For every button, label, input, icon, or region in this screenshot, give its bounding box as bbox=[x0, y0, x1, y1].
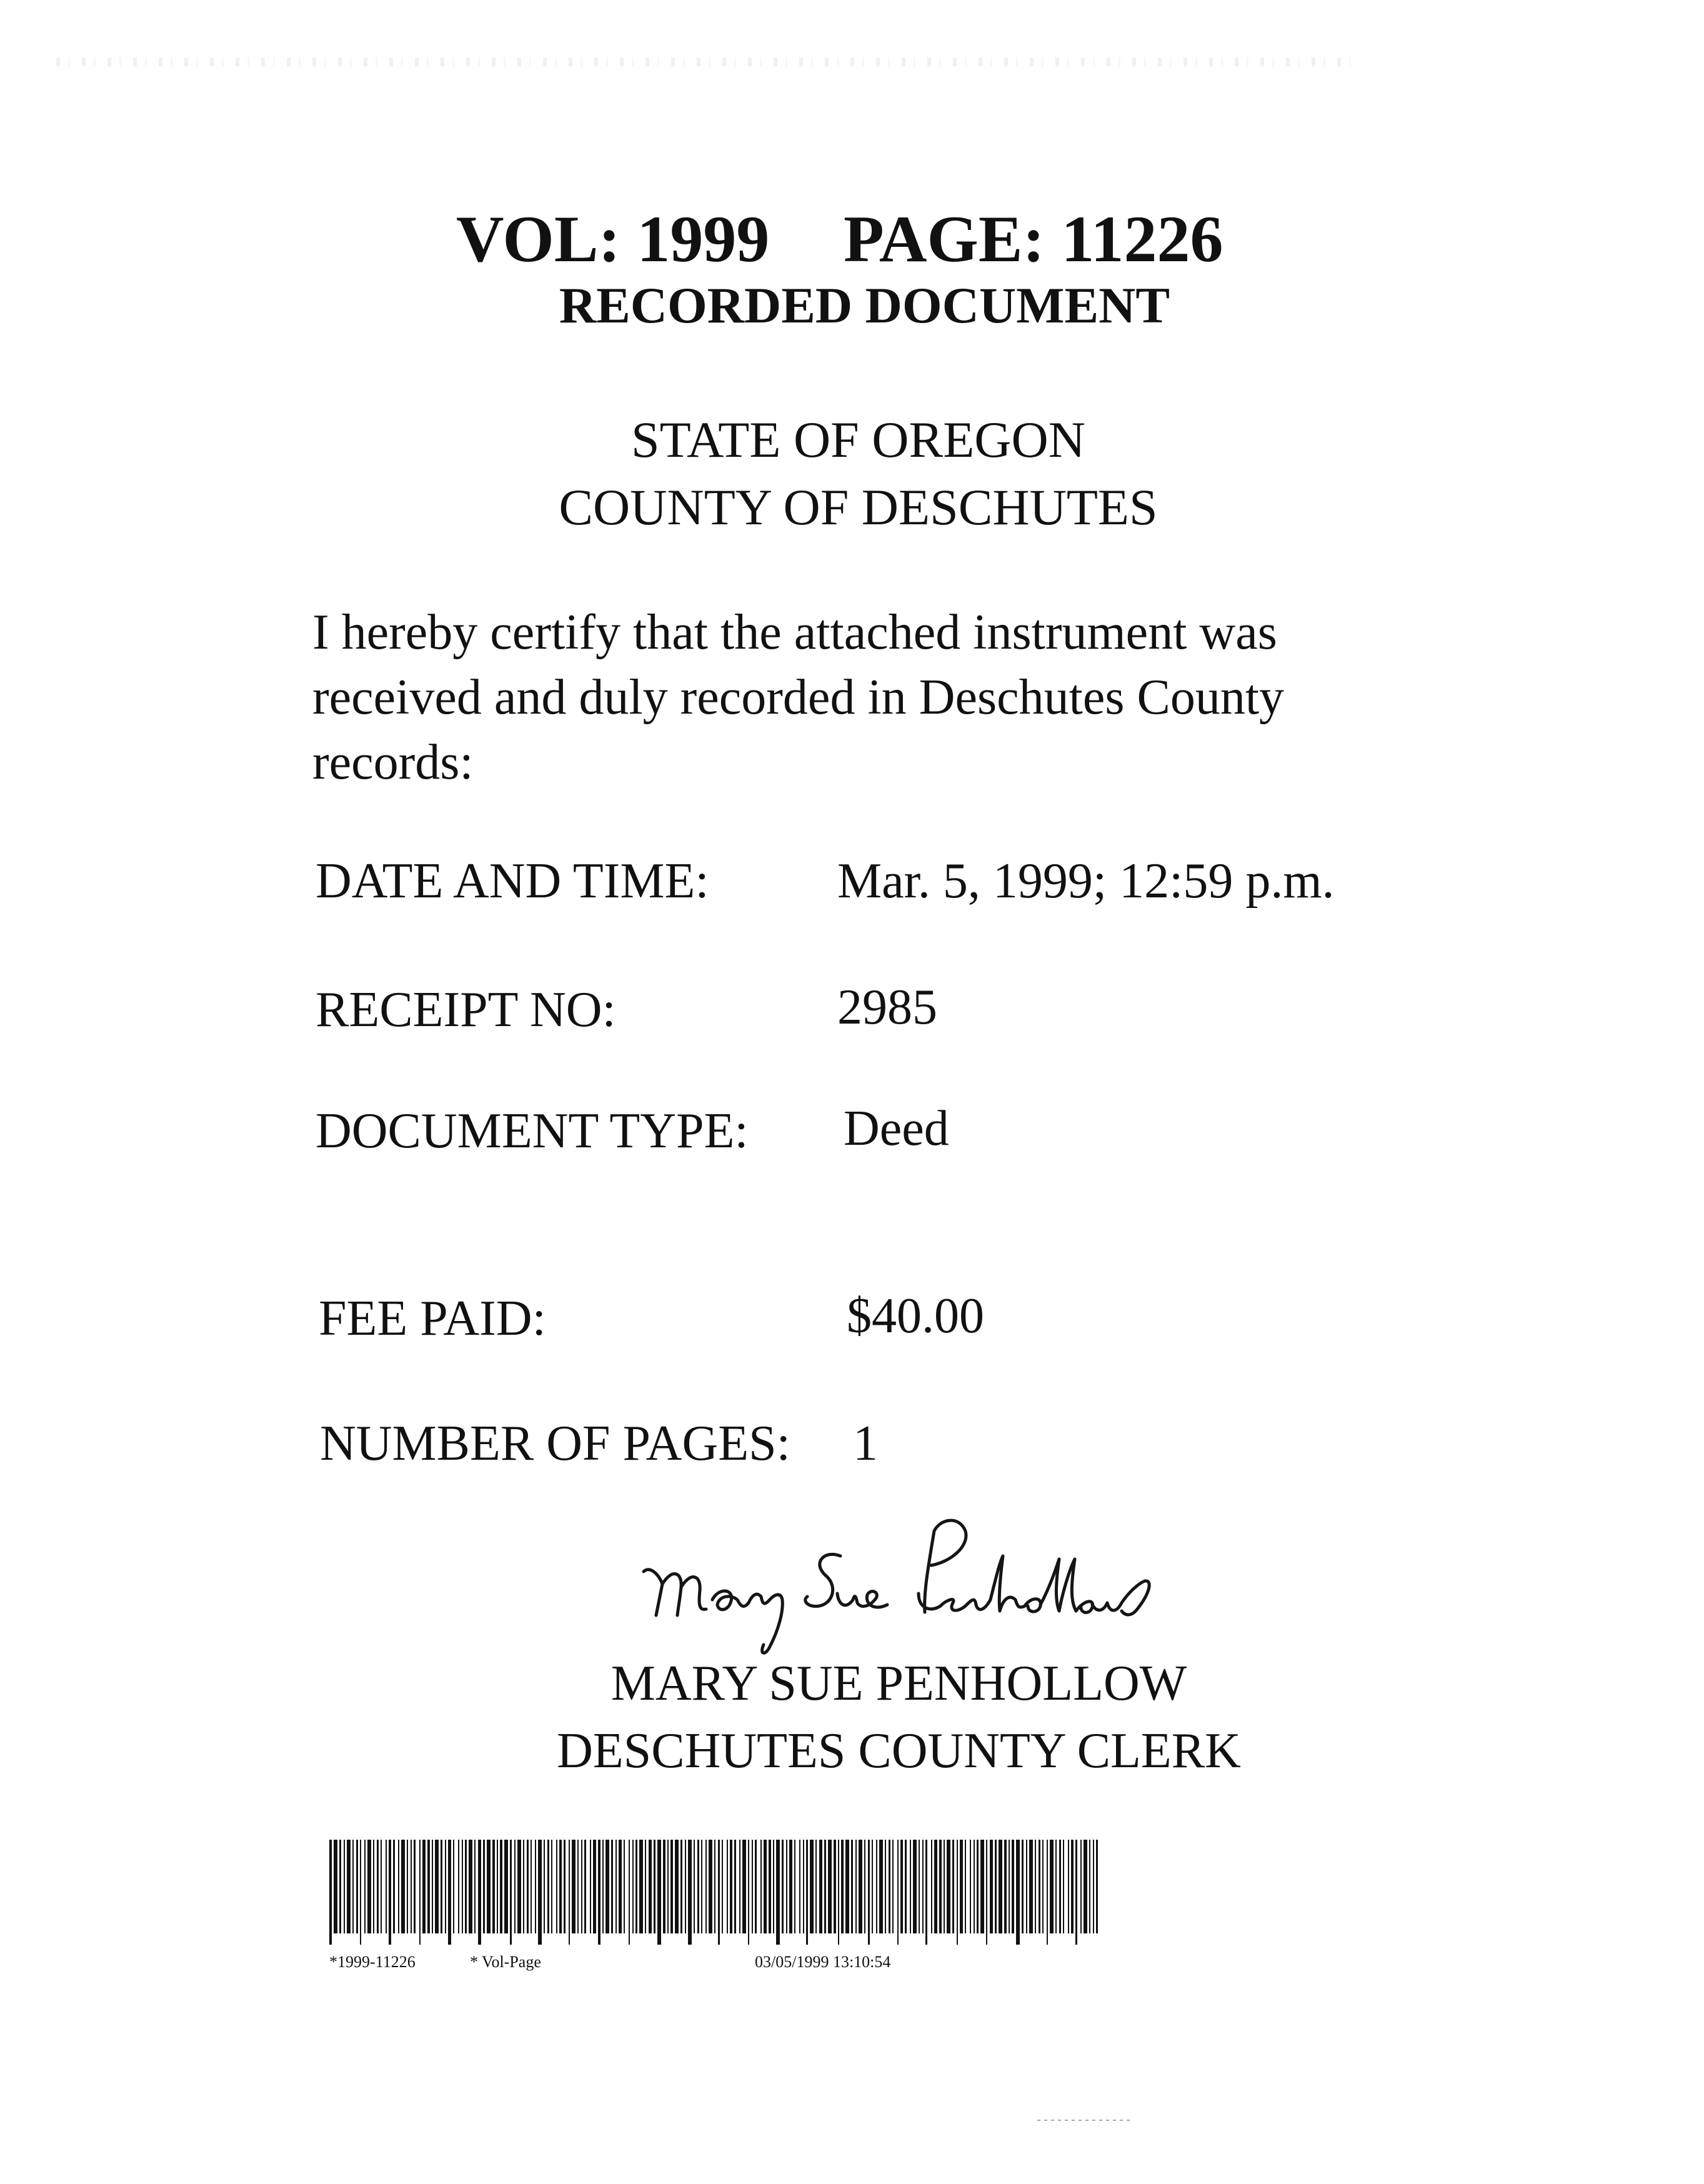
barcode-bar bbox=[667, 1840, 669, 1933]
barcode-bar bbox=[748, 1840, 749, 1945]
barcode-bar bbox=[527, 1840, 529, 1933]
barcode-bar bbox=[598, 1840, 600, 1945]
barcode-bar bbox=[504, 1840, 508, 1933]
barcode-bar bbox=[786, 1840, 787, 1933]
barcode-bar bbox=[564, 1840, 566, 1933]
barcode-bar bbox=[1029, 1840, 1033, 1933]
barcode-bar bbox=[694, 1840, 695, 1933]
barcode-bar bbox=[730, 1840, 732, 1933]
scan-artifact bbox=[56, 57, 1356, 66]
barcode-bar bbox=[760, 1840, 762, 1933]
barcode-bar bbox=[1047, 1840, 1048, 1945]
barcode-bar bbox=[414, 1840, 416, 1933]
barcode-bar bbox=[815, 1840, 817, 1933]
barcode-bar bbox=[1050, 1840, 1054, 1933]
barcode-bar bbox=[445, 1840, 446, 1933]
barcode-bar bbox=[1071, 1840, 1074, 1933]
barcode-bar bbox=[559, 1840, 562, 1933]
barcode-bar bbox=[897, 1840, 899, 1945]
barcode-bar bbox=[654, 1840, 655, 1933]
barcode-bar bbox=[1042, 1840, 1044, 1933]
barcode-bar bbox=[722, 1840, 723, 1933]
barcode-bar bbox=[670, 1840, 673, 1933]
barcode-bar bbox=[999, 1840, 1002, 1933]
barcode-bar bbox=[356, 1840, 358, 1933]
barcode-bar bbox=[474, 1840, 476, 1933]
barcode-bar bbox=[900, 1840, 903, 1933]
barcode-bar bbox=[970, 1840, 971, 1933]
barcode-bar bbox=[497, 1840, 498, 1933]
barcode-bar bbox=[939, 1840, 942, 1933]
barcode-bar bbox=[364, 1840, 366, 1933]
document-subtitle: RECORDED DOCUMENT bbox=[559, 277, 1170, 334]
barcode-bar bbox=[910, 1840, 911, 1933]
barcode-bar bbox=[742, 1840, 746, 1933]
barcode-bar bbox=[864, 1840, 865, 1933]
receipt-number-label: RECEIPT NO: bbox=[316, 982, 616, 1037]
barcode-bar bbox=[769, 1840, 771, 1933]
barcode-bar bbox=[879, 1840, 883, 1933]
barcode-bar bbox=[393, 1840, 395, 1933]
clerk-name: MARY SUE PENHOLLOW bbox=[610, 1656, 1187, 1711]
barcode-bar bbox=[478, 1840, 481, 1945]
barcode-bar bbox=[688, 1840, 692, 1945]
barcode-bar bbox=[1022, 1840, 1024, 1933]
barcode-bar bbox=[407, 1840, 408, 1933]
number-of-pages-value: 1 bbox=[853, 1416, 878, 1471]
barcode-bar bbox=[810, 1840, 814, 1933]
barcode-bar bbox=[632, 1840, 634, 1933]
barcode-bar bbox=[432, 1840, 433, 1933]
barcode-bar bbox=[544, 1840, 545, 1933]
barcode-bar bbox=[483, 1840, 485, 1933]
barcode-bar bbox=[868, 1840, 870, 1945]
barcode-bar bbox=[755, 1840, 757, 1933]
barcode-bar bbox=[1084, 1840, 1087, 1933]
barcode-bar bbox=[990, 1840, 993, 1933]
county-name: COUNTY OF DESCHUTES bbox=[559, 479, 1158, 536]
barcode-bar bbox=[547, 1840, 549, 1933]
barcode bbox=[329, 1840, 1098, 1945]
barcode-bar bbox=[799, 1840, 800, 1933]
barcode-bar bbox=[1080, 1840, 1082, 1933]
barcode-bar bbox=[373, 1840, 374, 1933]
barcode-bar bbox=[974, 1840, 975, 1933]
barcode-bar bbox=[381, 1840, 382, 1933]
barcode-bar bbox=[1039, 1840, 1040, 1933]
barcode-bar bbox=[535, 1840, 536, 1933]
barcode-bar bbox=[551, 1840, 552, 1933]
barcode-bar bbox=[556, 1840, 557, 1933]
barcode-bar bbox=[453, 1840, 454, 1933]
barcode-bar bbox=[776, 1840, 780, 1945]
barcode-bar bbox=[1075, 1840, 1077, 1945]
barcode-bar bbox=[1009, 1840, 1010, 1933]
barcode-bar bbox=[697, 1840, 699, 1933]
clerk-title: DESCHUTES COUNTY CLERK bbox=[557, 1723, 1241, 1778]
barcode-bar bbox=[435, 1840, 439, 1933]
barcode-bar bbox=[727, 1840, 728, 1933]
barcode-bar bbox=[828, 1840, 832, 1933]
document-type-value: Deed bbox=[844, 1101, 949, 1156]
barcode-bar bbox=[605, 1840, 609, 1933]
receipt-number-value: 2985 bbox=[837, 980, 937, 1035]
barcode-bar bbox=[492, 1840, 495, 1933]
number-of-pages-label: NUMBER OF PAGES: bbox=[320, 1416, 790, 1471]
barcode-bar bbox=[419, 1840, 421, 1945]
barcode-bar bbox=[657, 1840, 661, 1945]
barcode-bar bbox=[1016, 1840, 1020, 1945]
jurisdiction-block bbox=[0, 406, 1704, 541]
barcode-bar bbox=[1055, 1840, 1057, 1933]
barcode-bar bbox=[389, 1840, 391, 1945]
barcode-bar bbox=[422, 1840, 426, 1933]
page-label: PAGE: 11226 bbox=[844, 202, 1223, 276]
barcode-bar bbox=[602, 1840, 604, 1933]
barcode-bar bbox=[569, 1840, 570, 1945]
barcode-bar bbox=[851, 1840, 853, 1933]
barcode-bar bbox=[649, 1840, 652, 1933]
barcode-bar bbox=[889, 1840, 890, 1933]
volume-label: VOL: 1999 bbox=[456, 202, 770, 276]
barcode-bar bbox=[701, 1840, 702, 1933]
barcode-bar bbox=[531, 1840, 532, 1933]
barcode-bar bbox=[718, 1840, 720, 1945]
barcode-bar bbox=[872, 1840, 873, 1933]
barcode-bar bbox=[635, 1840, 637, 1933]
barcode-bar bbox=[919, 1840, 920, 1933]
barcode-bar bbox=[629, 1840, 630, 1945]
barcode-bar bbox=[957, 1840, 958, 1945]
barcode-bar bbox=[1004, 1840, 1007, 1933]
barcode-bar bbox=[824, 1840, 826, 1933]
barcode-bar bbox=[714, 1840, 715, 1933]
barcode-bar bbox=[977, 1840, 979, 1933]
barcode-bar bbox=[360, 1840, 361, 1945]
barcode-bar bbox=[819, 1840, 822, 1933]
barcode-bar bbox=[947, 1840, 950, 1933]
barcode-bar bbox=[752, 1840, 753, 1933]
barcode-bar bbox=[739, 1840, 740, 1933]
barcode-bar bbox=[401, 1840, 405, 1933]
fee-paid-label: FEE PAID: bbox=[319, 1291, 546, 1346]
barcode-bar bbox=[344, 1840, 345, 1933]
barcode-bar bbox=[458, 1840, 459, 1933]
barcode-bar bbox=[841, 1840, 844, 1933]
barcode-bar bbox=[965, 1840, 966, 1933]
barcode-bar bbox=[925, 1840, 927, 1945]
barcode-bar bbox=[334, 1840, 337, 1933]
state-name: STATE OF OREGON bbox=[631, 411, 1085, 468]
barcode-bar bbox=[675, 1840, 679, 1933]
barcode-bar bbox=[680, 1840, 682, 1933]
barcode-bar bbox=[782, 1840, 784, 1933]
document-type-label: DOCUMENT TYPE: bbox=[316, 1104, 749, 1159]
barcode-bar bbox=[517, 1840, 521, 1933]
barcode-bar bbox=[794, 1840, 795, 1933]
barcode-bar bbox=[624, 1840, 625, 1933]
barcode-bar bbox=[764, 1840, 767, 1933]
barcode-bar bbox=[514, 1840, 516, 1933]
barcode-bar bbox=[500, 1840, 502, 1933]
barcode-bar bbox=[663, 1840, 665, 1933]
scan-artifact-footer bbox=[1037, 2120, 1131, 2121]
barcode-bar bbox=[1012, 1840, 1014, 1933]
barcode-bar bbox=[876, 1840, 877, 1933]
fee-paid-value: $40.00 bbox=[847, 1289, 984, 1344]
barcode-bar bbox=[538, 1840, 542, 1945]
barcode-bar bbox=[593, 1840, 596, 1933]
barcode-bar bbox=[572, 1840, 575, 1933]
date-time-label: DATE AND TIME: bbox=[316, 854, 709, 909]
barcode-bar bbox=[448, 1840, 451, 1945]
barcode-bar bbox=[834, 1840, 836, 1933]
barcode-bar bbox=[398, 1840, 399, 1933]
barcode-bar bbox=[773, 1840, 774, 1933]
barcode-timestamp: 03/05/1999 13:10:54 bbox=[755, 1953, 891, 1971]
barcode-bar bbox=[995, 1840, 997, 1933]
barcode-bar bbox=[386, 1840, 387, 1933]
barcode-bar bbox=[803, 1840, 804, 1933]
barcode-bar bbox=[377, 1840, 379, 1933]
barcode-id-label: *1999-11226 bbox=[329, 1953, 416, 1971]
barcode-bar bbox=[922, 1840, 924, 1933]
barcode-type-label: * Vol-Page bbox=[470, 1953, 541, 1971]
clerk-block bbox=[0, 1650, 1704, 1785]
barcode-bar bbox=[1035, 1840, 1036, 1933]
barcode-bar bbox=[905, 1840, 907, 1933]
barcode-bar bbox=[734, 1840, 736, 1933]
barcode-bar bbox=[952, 1840, 954, 1933]
barcode-bar bbox=[806, 1840, 808, 1945]
barcode-bar bbox=[465, 1840, 467, 1933]
barcode-bar bbox=[709, 1840, 712, 1933]
barcode-bar bbox=[411, 1840, 412, 1933]
barcode-bar bbox=[986, 1840, 987, 1945]
barcode-bar bbox=[329, 1840, 332, 1945]
barcode-bar bbox=[1093, 1840, 1094, 1933]
barcode-bar bbox=[859, 1840, 862, 1933]
certification-statement: I hereby certify that the attached instrument was received and duly recorded in Deschutes County records: bbox=[312, 605, 1285, 790]
barcode-bar bbox=[584, 1840, 586, 1933]
barcode-bar bbox=[838, 1840, 839, 1945]
barcode-bar bbox=[523, 1840, 524, 1933]
barcode-bar bbox=[931, 1840, 932, 1933]
barcode-bar bbox=[892, 1840, 894, 1933]
barcode-bar bbox=[510, 1840, 512, 1945]
barcode-bar bbox=[934, 1840, 937, 1933]
barcode-bar bbox=[339, 1840, 341, 1933]
barcode-bar bbox=[913, 1840, 917, 1933]
barcode-bar bbox=[1063, 1840, 1064, 1933]
barcode-bar bbox=[960, 1840, 963, 1933]
barcode-bar bbox=[855, 1840, 857, 1933]
barcode-bar bbox=[352, 1840, 354, 1933]
barcode-bar bbox=[1026, 1840, 1027, 1933]
barcode-bar bbox=[469, 1840, 472, 1933]
barcode-bar bbox=[885, 1840, 886, 1933]
barcode-bar bbox=[639, 1840, 643, 1933]
barcode-bar bbox=[441, 1840, 442, 1933]
barcode-bar bbox=[944, 1840, 945, 1933]
barcode-bar bbox=[347, 1840, 351, 1933]
barcode-bar bbox=[590, 1840, 591, 1933]
date-time-value: Mar. 5, 1999; 12:59 p.m. bbox=[837, 854, 1335, 909]
barcode-bar bbox=[1059, 1840, 1061, 1933]
barcode-bar bbox=[789, 1840, 792, 1933]
barcode-bar bbox=[611, 1840, 613, 1933]
barcode-bar bbox=[845, 1840, 849, 1933]
barcode-bar bbox=[705, 1840, 707, 1933]
barcode-bar bbox=[1096, 1840, 1098, 1933]
barcode-bar bbox=[619, 1840, 622, 1933]
barcode-bar bbox=[685, 1840, 686, 1933]
barcode-bar bbox=[581, 1840, 582, 1933]
barcode-bar bbox=[462, 1840, 463, 1933]
barcode-bar bbox=[1068, 1840, 1069, 1933]
barcode-bar bbox=[577, 1840, 579, 1933]
barcode-bar bbox=[615, 1840, 617, 1933]
barcode-bar bbox=[645, 1840, 646, 1933]
barcode-bar bbox=[427, 1840, 430, 1933]
barcode-bar bbox=[1089, 1840, 1090, 1933]
barcode-bar bbox=[487, 1840, 491, 1933]
barcode-bar bbox=[980, 1840, 984, 1933]
barcode-bar bbox=[367, 1840, 371, 1933]
